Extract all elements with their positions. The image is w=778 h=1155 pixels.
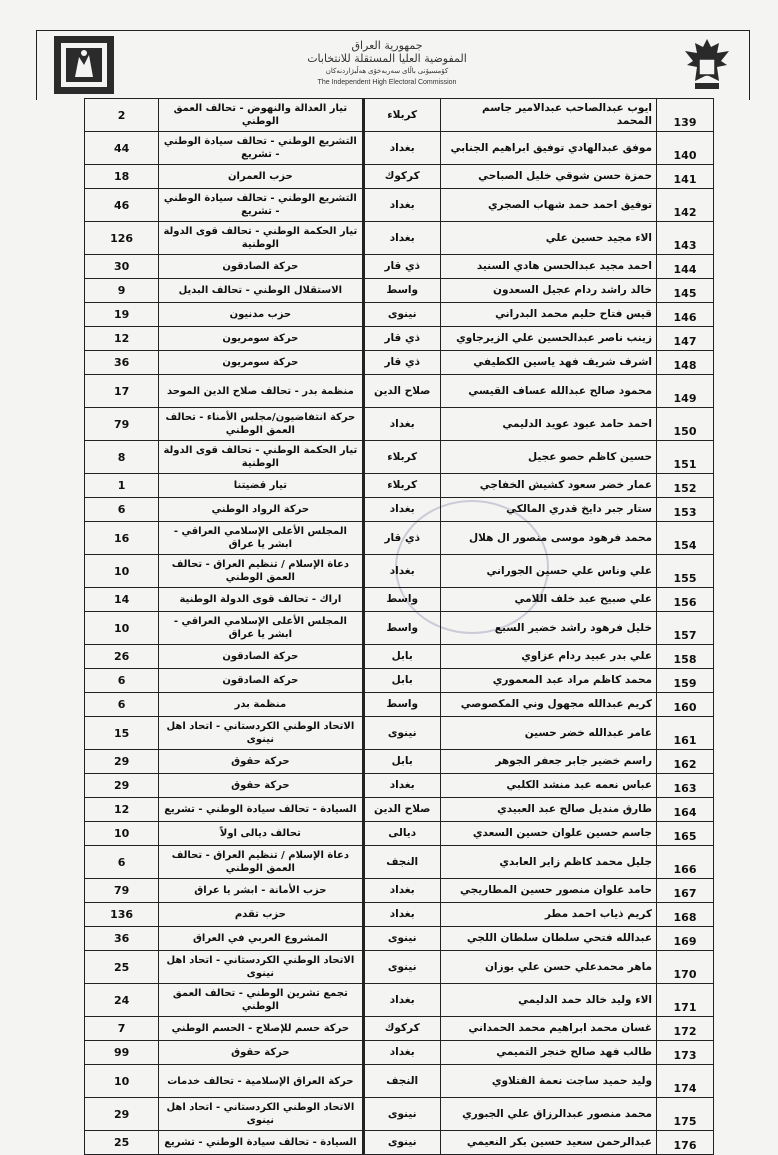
party-name: حزب العمران — [159, 165, 363, 189]
candidate-name: الاء مجيد حسين علي — [440, 222, 656, 255]
table-row — [85, 522, 714, 555]
candidate-name: الاء وليد خالد حمد الدليمي — [440, 984, 656, 1017]
party-name: السيادة - تحالف سيادة الوطني - تشريع — [159, 798, 363, 822]
row-number: 156 — [657, 588, 714, 612]
row-number: 147 — [657, 327, 714, 351]
row-number: 176 — [657, 1131, 714, 1155]
vote-count: 79 — [85, 408, 159, 441]
vote-count: 2 — [85, 99, 159, 132]
table-row — [85, 903, 714, 927]
party-name: المشروع العربي في العراق — [159, 927, 363, 951]
candidate-name: اشرف شريف فهد ياسين الكطيفي — [440, 351, 656, 375]
party-name: حركة العراق الإسلامية - تحالف خدمات — [159, 1065, 363, 1098]
candidate-name: احمد مجيد عبدالحسن هادي السنيد — [440, 255, 656, 279]
candidate-name: طارق منديل صالح عبد العبيدي — [440, 798, 656, 822]
vote-count: 26 — [85, 645, 159, 669]
candidate-name: موفق عبدالهادي توفيق ابراهيم الجنابي — [440, 132, 656, 165]
table-row — [85, 846, 714, 879]
row-number: 160 — [657, 693, 714, 717]
vote-count: 9 — [85, 279, 159, 303]
row-number: 165 — [657, 822, 714, 846]
row-number: 161 — [657, 717, 714, 750]
vote-count: 79 — [85, 879, 159, 903]
vote-count: 136 — [85, 903, 159, 927]
table-row — [85, 327, 714, 351]
table-row — [85, 798, 714, 822]
vote-count: 6 — [85, 846, 159, 879]
governorate: بغداد — [363, 498, 440, 522]
party-name: حركة حسم للإصلاح - الحسم الوطني — [159, 1017, 363, 1041]
party-name: حركة الصادقون — [159, 255, 363, 279]
candidate-name: جليل محمد كاظم زاير العابدي — [440, 846, 656, 879]
vote-count: 6 — [85, 498, 159, 522]
table-row — [85, 279, 714, 303]
vote-count: 10 — [85, 1065, 159, 1098]
party-name: حركة سومريون — [159, 351, 363, 375]
governorate: بغداد — [363, 408, 440, 441]
candidate-name: قيس فتاح حليم محمد البدراني — [440, 303, 656, 327]
row-number: 146 — [657, 303, 714, 327]
party-name: المجلس الأعلى الإسلامي العراقي - ابشر يا عراق — [159, 612, 363, 645]
party-name: حركة انتفاضيون/مجلس الأمناء - تحالف العمق الوطني — [159, 408, 363, 441]
governorate: نينوى — [363, 303, 440, 327]
governorate: بغداد — [363, 1041, 440, 1065]
party-name: حركة سومريون — [159, 327, 363, 351]
row-number: 169 — [657, 927, 714, 951]
vote-count: 36 — [85, 351, 159, 375]
party-name: حزب الأمانة - ابشر يا عراق — [159, 879, 363, 903]
candidate-name: علي وناس علي حسين الجوراني — [440, 555, 656, 588]
party-name: دعاة الإسلام / تنظيم العراق - تحالف العمق الوطني — [159, 555, 363, 588]
vote-count: 99 — [85, 1041, 159, 1065]
table-row — [85, 927, 714, 951]
candidate-name: عبدالرحمن سعيد حسين بكر النعيمي — [440, 1131, 656, 1155]
party-name: حركة حقوق — [159, 774, 363, 798]
table-row — [85, 645, 714, 669]
governorate: بابل — [363, 669, 440, 693]
governorate: نينوى — [363, 717, 440, 750]
table-row — [85, 750, 714, 774]
governorate: كربلاء — [363, 99, 440, 132]
row-number: 139 — [657, 99, 714, 132]
row-number: 173 — [657, 1041, 714, 1065]
header-title-republic: جمهورية العراق — [351, 39, 423, 52]
candidate-name: زينب ناصر عبدالحسين علي الزيرجاوي — [440, 327, 656, 351]
vote-count: 44 — [85, 132, 159, 165]
party-name: الاتحاد الوطني الكردستاني - اتحاد اهل نينوى — [159, 1098, 363, 1131]
table-row — [85, 1131, 714, 1155]
table-row — [85, 375, 714, 408]
header-titles — [267, 39, 507, 87]
row-number: 174 — [657, 1065, 714, 1098]
vote-count: 17 — [85, 375, 159, 408]
party-name: حركة حقوق — [159, 750, 363, 774]
candidate-name: جاسم حسين علوان حسين السعدي — [440, 822, 656, 846]
vote-count: 29 — [85, 1098, 159, 1131]
governorate: بغداد — [363, 984, 440, 1017]
table-row — [85, 474, 714, 498]
vote-count: 24 — [85, 984, 159, 1017]
governorate: واسط — [363, 279, 440, 303]
vote-count: 25 — [85, 951, 159, 984]
candidate-name: غسان محمد ابراهيم محمد الحمداني — [440, 1017, 656, 1041]
party-name: منظمة بدر - تحالف صلاح الدين الموحد — [159, 375, 363, 408]
vote-count: 7 — [85, 1017, 159, 1041]
vote-count: 29 — [85, 750, 159, 774]
row-number: 162 — [657, 750, 714, 774]
row-number: 175 — [657, 1098, 714, 1131]
row-number: 144 — [657, 255, 714, 279]
party-name: تيار العدالة والنهوض - تحالف العمق الوطني — [159, 99, 363, 132]
vote-count: 15 — [85, 717, 159, 750]
vote-count: 10 — [85, 555, 159, 588]
table-row — [85, 351, 714, 375]
governorate: واسط — [363, 612, 440, 645]
table-row — [85, 693, 714, 717]
table-row — [85, 165, 714, 189]
table-row — [85, 408, 714, 441]
party-name: المجلس الأعلى الإسلامي العراقي - ابشر يا عراق — [159, 522, 363, 555]
candidate-name: خالد راشد ردام عجيل السعدون — [440, 279, 656, 303]
row-number: 155 — [657, 555, 714, 588]
governorate: بغداد — [363, 879, 440, 903]
vote-count: 126 — [85, 222, 159, 255]
governorate: بابل — [363, 645, 440, 669]
party-name: حركة الرواد الوطني — [159, 498, 363, 522]
table-row — [85, 1041, 714, 1065]
governorate: بغداد — [363, 555, 440, 588]
party-name: تيار الحكمة الوطني - تحالف قوى الدولة الوطنية — [159, 222, 363, 255]
document-header — [36, 30, 750, 100]
row-number: 143 — [657, 222, 714, 255]
vote-count: 19 — [85, 303, 159, 327]
vote-count: 6 — [85, 669, 159, 693]
vote-count: 12 — [85, 327, 159, 351]
table-row — [85, 441, 714, 474]
governorate: بغداد — [363, 132, 440, 165]
vote-count: 1 — [85, 474, 159, 498]
row-number: 168 — [657, 903, 714, 927]
governorate: واسط — [363, 693, 440, 717]
table-row — [85, 99, 714, 132]
governorate: النجف — [363, 846, 440, 879]
candidate-name: كريم عبدالله مجهول وني المكصوصي — [440, 693, 656, 717]
vote-count: 12 — [85, 798, 159, 822]
vote-count: 30 — [85, 255, 159, 279]
table-row — [85, 717, 714, 750]
candidate-name: توفيق احمد حمد شهاب الصجري — [440, 189, 656, 222]
row-number: 153 — [657, 498, 714, 522]
row-number: 171 — [657, 984, 714, 1017]
candidate-name: عامر عبدالله خضر حسين — [440, 717, 656, 750]
table-row — [85, 303, 714, 327]
governorate: صلاح الدين — [363, 798, 440, 822]
party-name: السيادة - تحالف سيادة الوطني - تشريع — [159, 1131, 363, 1155]
candidate-name: راسم خضير جابر جعفر الجوهر — [440, 750, 656, 774]
table-row — [85, 669, 714, 693]
governorate: صلاح الدين — [363, 375, 440, 408]
table-row — [85, 132, 714, 165]
governorate: ديالى — [363, 822, 440, 846]
party-name: تيار قضيتنا — [159, 474, 363, 498]
party-name: حركة حقوق — [159, 1041, 363, 1065]
party-name: الاتحاد الوطني الكردستاني - اتحاد اهل نينوى — [159, 951, 363, 984]
table-row — [85, 189, 714, 222]
vote-count: 18 — [85, 165, 159, 189]
candidate-name: عمار خضر سعود كشيش الخفاجي — [440, 474, 656, 498]
row-number: 140 — [657, 132, 714, 165]
row-number: 149 — [657, 375, 714, 408]
candidate-name: ماهر محمدعلي حسن علي بوزان — [440, 951, 656, 984]
party-name: منظمة بدر — [159, 693, 363, 717]
governorate: النجف — [363, 1065, 440, 1098]
table-row — [85, 951, 714, 984]
table-row — [85, 879, 714, 903]
table-row — [85, 1098, 714, 1131]
table-row — [85, 822, 714, 846]
party-name: دعاة الإسلام / تنظيم العراق - تحالف العمق الوطني — [159, 846, 363, 879]
party-name: التشريع الوطني - تحالف سيادة الوطني - تشريع — [159, 189, 363, 222]
governorate: ذي قار — [363, 351, 440, 375]
governorate: كربلاء — [363, 474, 440, 498]
party-name: التشريع الوطني - تحالف سيادة الوطني - تشريع — [159, 132, 363, 165]
candidate-name: وليد حميد ساجت نعمة الفتلاوي — [440, 1065, 656, 1098]
governorate: نينوى — [363, 927, 440, 951]
candidate-name: حسين كاظم حصو عجيل — [440, 441, 656, 474]
row-number: 151 — [657, 441, 714, 474]
candidate-name: علي صبيح عبد خلف اللامي — [440, 588, 656, 612]
row-number: 166 — [657, 846, 714, 879]
vote-count: 29 — [85, 774, 159, 798]
governorate: بغداد — [363, 774, 440, 798]
table-row — [85, 774, 714, 798]
governorate: بغداد — [363, 903, 440, 927]
candidate-name: احمد حامد عبود عويد الدليمي — [440, 408, 656, 441]
candidate-name: ستار جبر دايخ قدري المالكي — [440, 498, 656, 522]
table-row — [85, 222, 714, 255]
table-row — [85, 498, 714, 522]
row-number: 152 — [657, 474, 714, 498]
table-row — [85, 255, 714, 279]
party-name: حركة الصادقون — [159, 645, 363, 669]
party-name: اراك - تحالف قوى الدولة الوطنية — [159, 588, 363, 612]
row-number: 164 — [657, 798, 714, 822]
party-name: الاستقلال الوطني - تحالف البديل — [159, 279, 363, 303]
row-number: 163 — [657, 774, 714, 798]
governorate: بغداد — [363, 189, 440, 222]
party-name: حزب تقدم — [159, 903, 363, 927]
governorate: نينوى — [363, 951, 440, 984]
party-name: تيار الحكمة الوطني - تحالف قوى الدولة الوطنية — [159, 441, 363, 474]
vote-count: 6 — [85, 693, 159, 717]
candidate-name: محمد منصور عبدالرزاق علي الجبوري — [440, 1098, 656, 1131]
governorate: بغداد — [363, 222, 440, 255]
governorate: نينوى — [363, 1131, 440, 1155]
table-row — [85, 588, 714, 612]
row-number: 141 — [657, 165, 714, 189]
row-number: 157 — [657, 612, 714, 645]
candidate-name: عباس نعمه عبد منشد الكلبي — [440, 774, 656, 798]
row-number: 148 — [657, 351, 714, 375]
row-number: 150 — [657, 408, 714, 441]
vote-count: 16 — [85, 522, 159, 555]
row-number: 167 — [657, 879, 714, 903]
candidate-name: كريم ذياب احمد مطر — [440, 903, 656, 927]
candidate-name: حامد علوان منصور حسين المطاريجي — [440, 879, 656, 903]
table-row — [85, 612, 714, 645]
candidate-name: علي بدر عبيد ردام عزاوي — [440, 645, 656, 669]
governorate: واسط — [363, 588, 440, 612]
row-number: 145 — [657, 279, 714, 303]
vote-count: 8 — [85, 441, 159, 474]
iraq-eagle-emblem-icon — [675, 33, 739, 97]
candidate-name: عبدالله فتحي سلطان سلطان اللجي — [440, 927, 656, 951]
table-row — [85, 1065, 714, 1098]
governorate: كركوك — [363, 165, 440, 189]
header-title-english: The Independent High Electoral Commission — [317, 79, 457, 86]
row-number: 158 — [657, 645, 714, 669]
candidate-name: محمود صالح عبدالله عساف القيسي — [440, 375, 656, 408]
candidate-name: خليل فرهود راشد خضير السبع — [440, 612, 656, 645]
candidate-name: حمزة حسن شوقي خليل الصباحي — [440, 165, 656, 189]
party-name: حزب مدنيون — [159, 303, 363, 327]
row-number: 142 — [657, 189, 714, 222]
table-row — [85, 984, 714, 1017]
row-number: 170 — [657, 951, 714, 984]
candidate-name: طالب فهد صالح خنجر التميمي — [440, 1041, 656, 1065]
vote-count: 25 — [85, 1131, 159, 1155]
candidate-name: ايوب عبدالصاحب عبدالامير جاسم المحمد — [440, 99, 656, 132]
candidates-table — [84, 98, 714, 1155]
table-row — [85, 1017, 714, 1041]
header-title-commission: المفوضية العليا المستقلة للانتخابات — [307, 52, 467, 65]
governorate: نينوى — [363, 1098, 440, 1131]
ihec-logo-icon — [53, 35, 115, 95]
row-number: 172 — [657, 1017, 714, 1041]
governorate: كربلاء — [363, 441, 440, 474]
candidate-name: محمد فرهود موسى منصور ال هلال — [440, 522, 656, 555]
vote-count: 14 — [85, 588, 159, 612]
vote-count: 10 — [85, 612, 159, 645]
row-number: 154 — [657, 522, 714, 555]
table-row — [85, 555, 714, 588]
vote-count: 10 — [85, 822, 159, 846]
governorate: بابل — [363, 750, 440, 774]
party-name: تجمع تشرين الوطني - تحالف العمق الوطني — [159, 984, 363, 1017]
candidate-name: محمد كاظم مراد عبد المعموري — [440, 669, 656, 693]
governorate: كركوك — [363, 1017, 440, 1041]
governorate: ذي قار — [363, 327, 440, 351]
party-name: حركة الصادقون — [159, 669, 363, 693]
vote-count: 46 — [85, 189, 159, 222]
row-number: 159 — [657, 669, 714, 693]
header-title-kurdish: كۆمسیۆنی باڵای سەربەخۆی هەڵبژاردنەکان — [325, 68, 449, 75]
party-name: الاتحاد الوطني الكردستاني - اتحاد اهل نينوى — [159, 717, 363, 750]
governorate: ذي قار — [363, 255, 440, 279]
governorate: ذي قار — [363, 522, 440, 555]
party-name: تحالف ديالى اولاً — [159, 822, 363, 846]
vote-count: 36 — [85, 927, 159, 951]
